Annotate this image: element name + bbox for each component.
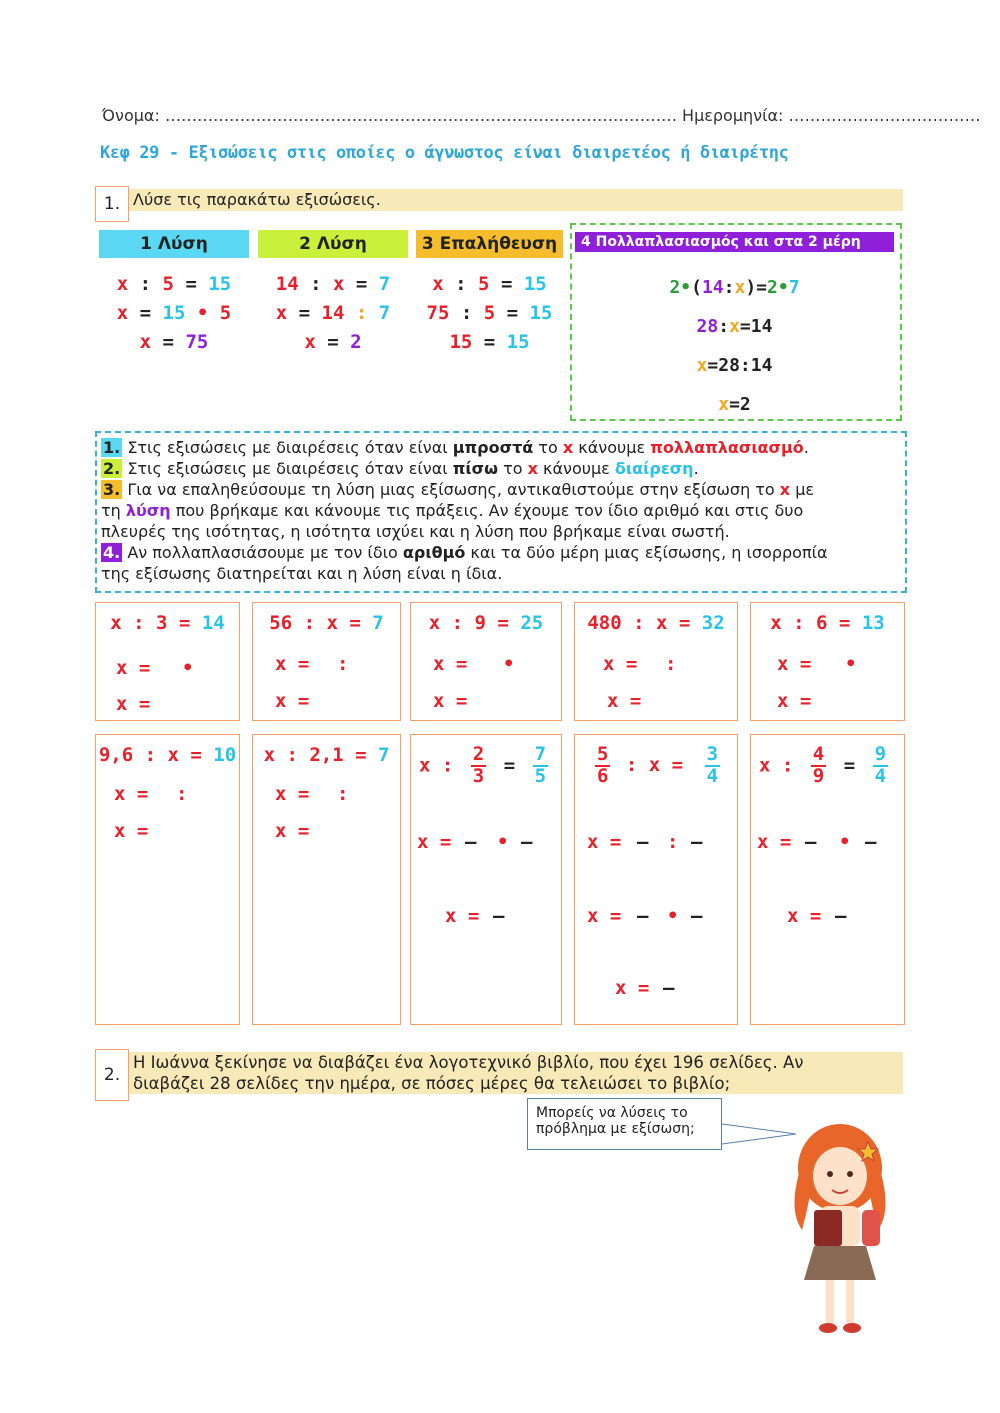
example-1-label: 1 Λύση [99,230,249,258]
example-2-steps: 14 : x = 7 x = 14 : 7 x = 2 [275,273,391,353]
exercise-cell-10[interactable]: x : $\frac{4}{9}$ = $\frac{9}{4}$ x = — • — x = — [750,734,905,1025]
rule-3-line-3: πλευρές της ισότητας, η ισότητα ισχύει και η λύση που βρήκαμε είναι σωστή. [101,522,730,541]
exercise-1-number: 1. [95,186,129,222]
rule-4: 4. Αν πολλαπλασιάσουμε με τον ίδιο αριθμό και τα δύο μέρη μιας εξίσωσης, η ισορροπία [103,543,828,562]
rule-3-line-2: τη λύση που βρήκαμε και κάνουμε τις πράξεις. Αν έχουμε τον ίδιο αριθμό και στις δυο [101,501,804,520]
exercise-cell-9[interactable]: $\frac{5}{6}$ : x = $\frac{3}{4}$ x = — : — x = — • — x = — [574,734,738,1025]
example-4-steps: 2•(14:x)=2•7 28:x=14 x=28:14 x=2 [669,277,800,415]
name-label: Όνομα: [102,106,160,125]
example-1-steps: x : 5 = 15 x = 15 • 5 x = 75 [116,273,232,353]
rule-4-line-2: της εξίσωσης διατηρείται και η λύση είναι η ίδια. [101,564,503,583]
example-2-label: 2 Λύση [258,230,408,258]
exercise-cell-7[interactable]: x : 2,1 = 7 x = : x = [252,734,401,1025]
name-field[interactable]: …………………………………………………………………………………… [164,106,677,125]
rule-2: 2. Στις εξισώσεις με διαιρέσεις όταν είναι πίσω το x κάνουμε διαίρεση. [103,459,699,478]
example-3-label: 3 Επαλήθευση [416,230,563,258]
exercise-cell-4[interactable]: 480 : x = 32 x = : x = [574,602,738,721]
exercise-1-instruction: Λύσε τις παρακάτω εξισώσεις. [129,189,903,211]
rules-box [95,431,907,593]
exercise-2-line-2: διαβάζει 28 σελίδες την ημέρα, σε πόσες μέρες θα τελειώσει το βιβλίο; [133,1074,731,1093]
speech-bubble [527,1098,722,1150]
example-3-steps: x : 5 = 15 75 : 5 = 15 15 = 15 [426,273,553,353]
exercise-cell-2[interactable]: 56 : x = 7 x = : x = [252,602,401,721]
exercise-cell-1[interactable]: x : 3 = 14 x = • x = [95,602,240,721]
exercise-2-number: 2. [95,1049,129,1101]
speech-line-2: πρόβλημα με εξίσωση; [536,1121,695,1137]
date-label: Ημερομηνία: [682,106,784,125]
rule-1: 1. Στις εξισώσεις με διαιρέσεις όταν είναι μπροστά το x κάνουμε πολλαπλασιασμό. [103,438,809,457]
exercise-2-text [129,1052,903,1094]
rule-3: 3. Για να επαληθεύσουμε τη λύση μιας εξίσωσης, αντικαθιστούμε στην εξίσωση το x με [103,480,815,499]
girl-reading-illustration [780,1120,900,1340]
example-4-label: 4 Πολλαπλασιασμός και στα 2 μέρη [575,232,894,252]
exercise-cell-6[interactable]: 9,6 : x = 10 x = : x = [95,734,240,1025]
exercise-cell-3[interactable]: x : 9 = 25 x = • x = [410,602,562,721]
exercise-cell-5[interactable]: x : 6 = 13 x = • x = [750,602,905,721]
exercise-2-line-1: Η Ιωάννα ξεκίνησε να διαβάζει ένα λογοτεχνικό βιβλίο, που έχει 196 σελίδες. Αν [133,1053,804,1072]
date-field[interactable]: ……………………………… [788,106,981,125]
exercise-cell-8[interactable]: x : $\frac{2}{3}$ = $\frac{7}{5}$ x = — • — x = — [410,734,562,1025]
name-date-line [102,106,981,125]
speech-line-1: Μπορείς να λύσεις το [536,1105,688,1121]
chapter-title: Κεφ 29 - Εξισώσεις στις οποίες ο άγνωστος είναι διαιρετέος ή διαιρέτης [100,143,789,163]
